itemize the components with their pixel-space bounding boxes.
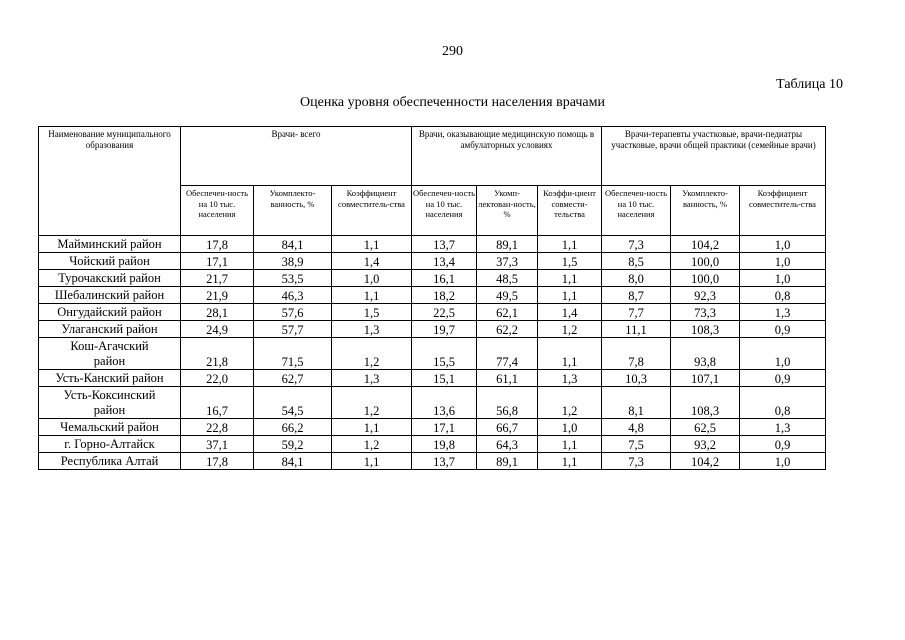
table-row — [39, 338, 826, 370]
cell-value: 17,8 — [181, 236, 254, 253]
row-name: Онгудайский район — [39, 304, 181, 321]
document-title: Оценка уровня обеспеченности населения врачами — [300, 95, 605, 110]
cell-value: 59,2 — [254, 436, 332, 453]
header-name-column: Наименование муниципального образования — [39, 127, 181, 236]
cell-value: 57,7 — [254, 321, 332, 338]
subheader-coefficient: Коэффи-циент совмести-тельства — [538, 186, 602, 236]
cell-value: 54,5 — [254, 387, 332, 419]
row-name-line: Кош-Агачский — [70, 338, 149, 353]
cell-value: 108,3 — [671, 321, 740, 338]
cell-value: 7,7 — [602, 304, 671, 321]
cell-value: 1,1 — [332, 419, 412, 436]
table-row — [39, 387, 826, 419]
cell-value: 0,8 — [740, 387, 826, 419]
header-group-doctors-total: Врачи- всего — [181, 127, 412, 186]
cell-value: 19,8 — [412, 436, 477, 453]
cell-value: 104,2 — [671, 236, 740, 253]
cell-value: 1,3 — [740, 304, 826, 321]
cell-value: 10,3 — [602, 370, 671, 387]
cell-value: 8,7 — [602, 287, 671, 304]
cell-value: 1,3 — [538, 370, 602, 387]
cell-value: 17,1 — [412, 419, 477, 436]
row-name: Улаганский район — [39, 321, 181, 338]
cell-value: 21,9 — [181, 287, 254, 304]
cell-value: 4,8 — [602, 419, 671, 436]
cell-value: 1,1 — [538, 236, 602, 253]
cell-value: 13,7 — [412, 236, 477, 253]
cell-value: 1,1 — [332, 453, 412, 470]
cell-value: 46,3 — [254, 287, 332, 304]
table-row — [39, 236, 826, 253]
cell-value: 53,5 — [254, 270, 332, 287]
cell-value: 19,7 — [412, 321, 477, 338]
cell-value: 77,4 — [477, 338, 538, 370]
cell-value: 1,5 — [332, 304, 412, 321]
cell-value: 37,3 — [477, 253, 538, 270]
cell-value: 7,3 — [602, 453, 671, 470]
cell-value: 1,0 — [332, 270, 412, 287]
cell-value: 1,1 — [538, 287, 602, 304]
table-body — [39, 236, 826, 470]
cell-value: 57,6 — [254, 304, 332, 321]
cell-value: 1,2 — [332, 436, 412, 453]
cell-value: 1,1 — [332, 236, 412, 253]
cell-value: 104,2 — [671, 453, 740, 470]
cell-value: 49,5 — [477, 287, 538, 304]
cell-value: 1,5 — [538, 253, 602, 270]
cell-value: 62,7 — [254, 370, 332, 387]
table-row — [39, 370, 826, 387]
table-row — [39, 253, 826, 270]
cell-value: 61,1 — [477, 370, 538, 387]
cell-value: 92,3 — [671, 287, 740, 304]
cell-value: 38,9 — [254, 253, 332, 270]
cell-value: 1,3 — [740, 419, 826, 436]
cell-value: 28,1 — [181, 304, 254, 321]
cell-value: 37,1 — [181, 436, 254, 453]
cell-value: 0,8 — [740, 287, 826, 304]
cell-value: 1,2 — [538, 387, 602, 419]
cell-value: 17,8 — [181, 453, 254, 470]
cell-value: 7,5 — [602, 436, 671, 453]
table-row — [39, 321, 826, 338]
cell-value: 1,0 — [740, 453, 826, 470]
cell-value: 48,5 — [477, 270, 538, 287]
cell-value: 7,8 — [602, 338, 671, 370]
subheader-staffing: Укомплекто-ванность, % — [671, 186, 740, 236]
cell-value: 66,7 — [477, 419, 538, 436]
cell-value: 8,1 — [602, 387, 671, 419]
cell-value: 15,1 — [412, 370, 477, 387]
cell-value: 21,8 — [181, 338, 254, 370]
cell-value: 1,0 — [740, 236, 826, 253]
row-name: Майминский район — [39, 236, 181, 253]
row-name: г. Горно-Алтайск — [39, 436, 181, 453]
row-name: Чойский район — [39, 253, 181, 270]
cell-value: 22,0 — [181, 370, 254, 387]
cell-value: 100,0 — [671, 270, 740, 287]
row-name: Шебалинский район — [39, 287, 181, 304]
cell-value: 62,2 — [477, 321, 538, 338]
cell-value: 108,3 — [671, 387, 740, 419]
data-table — [38, 126, 826, 470]
cell-value: 93,2 — [671, 436, 740, 453]
cell-value: 71,5 — [254, 338, 332, 370]
cell-value: 8,0 — [602, 270, 671, 287]
row-name-line: Усть-Коксинский — [63, 387, 156, 402]
cell-value: 22,8 — [181, 419, 254, 436]
row-name: Усть-Канский район — [39, 370, 181, 387]
row-name-line: район — [93, 402, 126, 417]
cell-value: 15,5 — [412, 338, 477, 370]
cell-value: 93,8 — [671, 338, 740, 370]
subheader-provision: Обеспечен-ность на 10 тыс. населения — [181, 186, 254, 236]
cell-value: 84,1 — [254, 453, 332, 470]
subheader-coefficient: Коэффициент совместитель-ства — [332, 186, 412, 236]
cell-value: 16,1 — [412, 270, 477, 287]
page-number: 290 — [442, 44, 463, 59]
cell-value: 1,1 — [538, 338, 602, 370]
header-group-district-doctors: Врачи-терапевты участковые, врачи-педиатры участковые, врачи общей практики (семейные врачи) — [602, 127, 826, 186]
cell-value: 0,9 — [740, 436, 826, 453]
cell-value: 100,0 — [671, 253, 740, 270]
cell-value: 1,1 — [332, 287, 412, 304]
subheader-provision: Обеспечен-ность на 10 тыс. населения — [602, 186, 671, 236]
cell-value: 1,1 — [538, 453, 602, 470]
cell-value: 13,4 — [412, 253, 477, 270]
cell-value: 24,9 — [181, 321, 254, 338]
cell-value: 0,9 — [740, 370, 826, 387]
table-row — [39, 419, 826, 436]
cell-value: 62,5 — [671, 419, 740, 436]
cell-value: 22,5 — [412, 304, 477, 321]
subheader-staffing: Укомплекто-ванность, % — [254, 186, 332, 236]
cell-value: 107,1 — [671, 370, 740, 387]
cell-value: 1,0 — [740, 270, 826, 287]
cell-value: 1,2 — [332, 387, 412, 419]
subheader-staffing: Укомп-лектован-ность, % — [477, 186, 538, 236]
cell-value: 1,0 — [538, 419, 602, 436]
table-row — [39, 287, 826, 304]
cell-value: 1,1 — [538, 436, 602, 453]
cell-value: 13,6 — [412, 387, 477, 419]
cell-value: 18,2 — [412, 287, 477, 304]
row-name: Турочакский район — [39, 270, 181, 287]
table-row — [39, 453, 826, 470]
cell-value: 73,3 — [671, 304, 740, 321]
header-group-outpatient-doctors: Врачи, оказывающие медицинскую помощь в амбулаторных условиях — [412, 127, 602, 186]
row-name: Республика Алтай — [39, 453, 181, 470]
cell-value: 1,3 — [332, 321, 412, 338]
cell-value: 1,4 — [332, 253, 412, 270]
cell-value: 66,2 — [254, 419, 332, 436]
cell-value: 56,8 — [477, 387, 538, 419]
cell-value: 1,3 — [332, 370, 412, 387]
row-name — [39, 338, 181, 370]
cell-value: 21,7 — [181, 270, 254, 287]
cell-value: 1,4 — [538, 304, 602, 321]
subheader-coefficient: Коэффициент совместитель-ства — [740, 186, 826, 236]
cell-value: 13,7 — [412, 453, 477, 470]
table-label: Таблица 10 — [776, 77, 843, 92]
cell-value: 89,1 — [477, 236, 538, 253]
row-name — [39, 387, 181, 419]
cell-value: 8,5 — [602, 253, 671, 270]
row-name: Чемальский район — [39, 419, 181, 436]
cell-value: 1,2 — [538, 321, 602, 338]
cell-value: 11,1 — [602, 321, 671, 338]
cell-value: 1,2 — [332, 338, 412, 370]
cell-value: 17,1 — [181, 253, 254, 270]
cell-value: 1,0 — [740, 338, 826, 370]
table-row — [39, 436, 826, 453]
subheader-provision: Обеспечен-ность на 10 тыс. населения — [412, 186, 477, 236]
table-row — [39, 270, 826, 287]
cell-value: 1,1 — [538, 270, 602, 287]
cell-value: 1,0 — [740, 253, 826, 270]
cell-value: 0,9 — [740, 321, 826, 338]
cell-value: 7,3 — [602, 236, 671, 253]
cell-value: 89,1 — [477, 453, 538, 470]
cell-value: 16,7 — [181, 387, 254, 419]
cell-value: 62,1 — [477, 304, 538, 321]
cell-value: 84,1 — [254, 236, 332, 253]
row-name-line: район — [93, 353, 126, 368]
table-row — [39, 304, 826, 321]
cell-value: 64,3 — [477, 436, 538, 453]
table-header — [39, 127, 826, 236]
